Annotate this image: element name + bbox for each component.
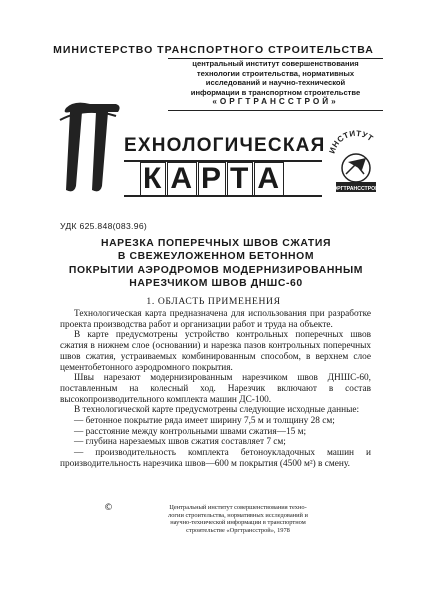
list-item: — расстояние между контрольными швами сжатия—15 м;	[74, 426, 307, 437]
karta-letter: К	[140, 162, 166, 195]
udk-code: УДК 625.848(083.96)	[60, 221, 148, 231]
list-item: — глубина нарезаемых швов сжатия составляет 7 см;	[74, 437, 286, 448]
institute-line-1: центральный институт совершенствования	[192, 59, 359, 68]
title-line-4: НАРЕЗЧИКОМ ШВОВ ДНШС-60	[129, 278, 303, 290]
copyright-icon: ©	[104, 503, 113, 513]
big-t-letter-icon	[56, 98, 124, 196]
section-heading: 1. ОБЛАСТЬ ПРИМЕНЕНИЯ	[146, 296, 281, 307]
footer-imprint	[108, 504, 368, 534]
paragraph: В технологической карте предусмотрены следующие исходные данные:	[74, 405, 360, 416]
emblem-bottom-text: ОРГТРАНССТРОЙ	[333, 186, 379, 192]
institute-block	[168, 59, 383, 107]
document-title	[52, 237, 380, 291]
list-item: — бетонное покрытие ряда имеет ширину 7,5 м и толщину 28 см;	[74, 416, 335, 427]
footer-line-3: научно-технической информации в транспортном	[170, 519, 306, 526]
karta-word	[140, 162, 284, 195]
paragraph: В карте предусмотрены устройство контрольных поперечных швов сжатия в нижнем слое (основании) и нарезка пазов контрольных поперечных швов сжатия, устраиваемых комбинированным способом, в верхнем слое цементобетонного аэродромного покрытия.	[60, 330, 371, 373]
institute-line-3: исследований и научно-технической	[205, 78, 346, 88]
list-item: — производительность комплекта бетоноукладочных машин и производительность нарезчика швов—600 м покрытия (4500 м²) в смену.	[60, 448, 371, 469]
ministry-header: МИНИСТЕРСТВО ТРАНСПОРТНОГО СТРОИТЕЛЬСТВА	[53, 44, 374, 56]
institute-line-2: технологии строительства, нормативных	[196, 68, 355, 78]
body-text	[60, 309, 371, 470]
paragraph: Технологическая карта предназначена для использования при разработке проекта производства работ и организации работ и труда на объекте.	[60, 309, 371, 330]
institute-bottom-rule	[168, 110, 383, 111]
svg-text:ИНСТИТУТ	[328, 129, 375, 155]
tech-word: ЕХНОЛОГИЧЕСКАЯ	[124, 135, 326, 156]
institute-emblem-icon	[326, 128, 386, 198]
title-line-2: В СВЕЖЕУЛОЖЕННОМ БЕТОННОМ	[117, 251, 315, 263]
karta-letter: Т	[227, 162, 253, 195]
title-line-1: НАРЕЗКА ПОПЕРЕЧНЫХ ШВОВ СЖАТИЯ	[100, 238, 332, 249]
footer-line-1: Центральный институт совершенствования техно-	[169, 504, 307, 511]
title-line-3: ПОКРЫТИИ АЭРОДРОМОВ МОДЕРНИЗИРОВАННЫМ	[68, 264, 364, 276]
karta-letter: Р	[198, 162, 226, 195]
karta-letter: А	[254, 162, 284, 195]
paragraph: Швы нарезают модернизированным нарезчиком швов ДНШС-60, поставленным на колесный ход. Нарезчик включают в состав высокопроизводительного комплекта машин ДС-100.	[60, 373, 371, 405]
karta-rule	[124, 195, 322, 197]
footer-line-2: логии строительства, нормативных исследований и	[168, 511, 308, 519]
institute-line-4: информации в транспортном строительстве	[190, 87, 361, 97]
footer-line-4: строительстве «Оргтрансстрой», 1978	[186, 526, 290, 534]
orgtransstroy-name: «ОРГТРАНССТРОЙ»	[212, 97, 339, 107]
emblem-top-text: ИНСТИТУТ	[327, 128, 375, 155]
karta-letter: А	[167, 162, 197, 195]
